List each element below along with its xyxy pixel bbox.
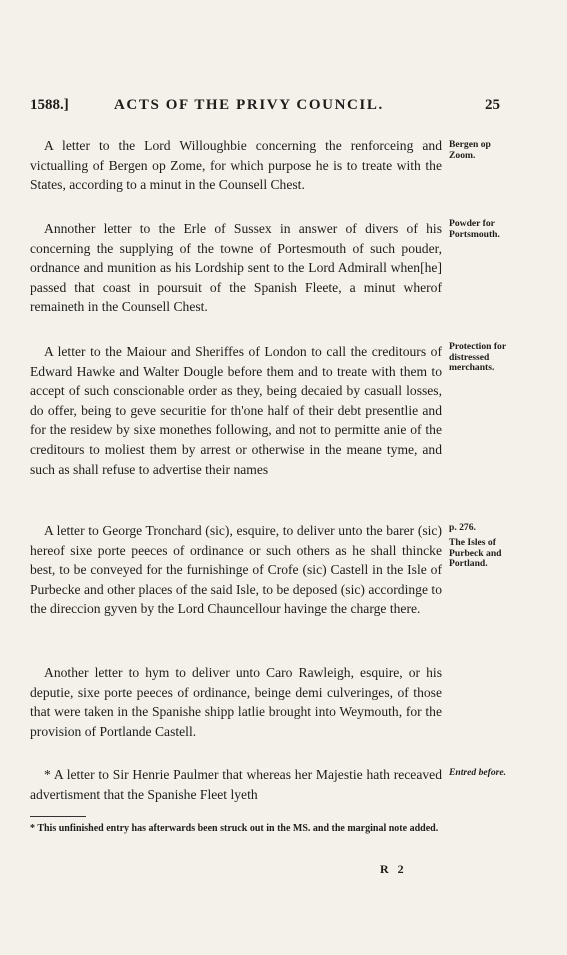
entry-text: A letter to George Tronchard (sic), esquire, to deliver unto the barer (sic) hereof sixe porte peeces of ordinance or such others as he shall thincke best, to be conveyed for the furnishinge of Crofe (sic) Castell in the Isle of Purbecke and other places of the said Isle, to be deposed (sic) accordinge to the direccion gyven by the Lord Chauncellour havinge the charge there. [30, 523, 442, 617]
footnote-divider [30, 816, 86, 817]
running-header [30, 97, 500, 119]
entry-text: A letter to the Maiour and Sheriffes of London to call the creditours of Edward Hawke and Walter Dougle before them and to treate with them to accept of such conscionable order as they, being decaied by casuall losses, do offer, being to geve securitie for th'one half of their debt presentlie and for the residew by sixe monethes following, and not to permitte anie of the creditours to moliest them by arrest or otherwise in the meane tyme, and such as shall refuse to advertise their names [30, 344, 442, 477]
footnote: * This unfinished entry has afterwards been struck out in the MS. and the marginal note added. [30, 823, 439, 834]
entry-bergen-op-zoom [30, 136, 442, 195]
entry-portland-castle [30, 663, 442, 741]
margin-note-protection-merchants: Protection for distressed merchants. [449, 341, 506, 373]
entry-text: * A letter to Sir Henrie Paulmer that whereas her Majestie hath receaved advertisment that the Spanishe Fleet lyeth [30, 767, 442, 802]
margin-note-powder-portsmouth: Powder for Portsmouth. [449, 218, 500, 240]
entry-text: Another letter to hym to deliver unto Caro Rawleigh, esquire, or his deputie, sixe porte peeces of ordinance, beinge demi culveringes, of those that were taken in the Spanishe shipp latlie brought into Weymouth, for the provision of Portlande Castell. [30, 665, 442, 739]
entry-text: A letter to the Lord Willoughbie concerning the renforceing and victualling of Bergen op Zome, for which purpose he is to treate with the States, according to a minut in the Counsell Chest. [30, 138, 442, 193]
signature-mark: R 2 [380, 862, 407, 876]
margin-page-reference: p. 276. [449, 522, 476, 533]
entry-henrie-paulmer [30, 765, 442, 804]
margin-note-entred-before: Entred before. [449, 767, 507, 778]
margin-note-purbeck-portland: The Isles of Purbeck and Portland. [449, 537, 502, 569]
margin-note-bergen-op-zoom: Bergen op Zoom. [449, 139, 491, 161]
page-number: 25 [485, 97, 500, 113]
entry-purbeck-portland [30, 521, 442, 619]
header-year: 1588.] [30, 97, 69, 113]
entry-powder-portsmouth [30, 219, 442, 317]
header-title: ACTS OF THE PRIVY COUNCIL. [114, 97, 384, 113]
entry-protection-merchants [30, 342, 442, 479]
entry-text: Annother letter to the Erle of Sussex in answer of divers of his concerning the supplying of the towne of Portesmouth of such pouder, ordnance and munition as his Lordship sent to the Lord Admirall when[he] passed that coast in poursuit of the Spanish Fleete, a minut wherof remaineth in the Counsell Chest. [30, 221, 442, 315]
